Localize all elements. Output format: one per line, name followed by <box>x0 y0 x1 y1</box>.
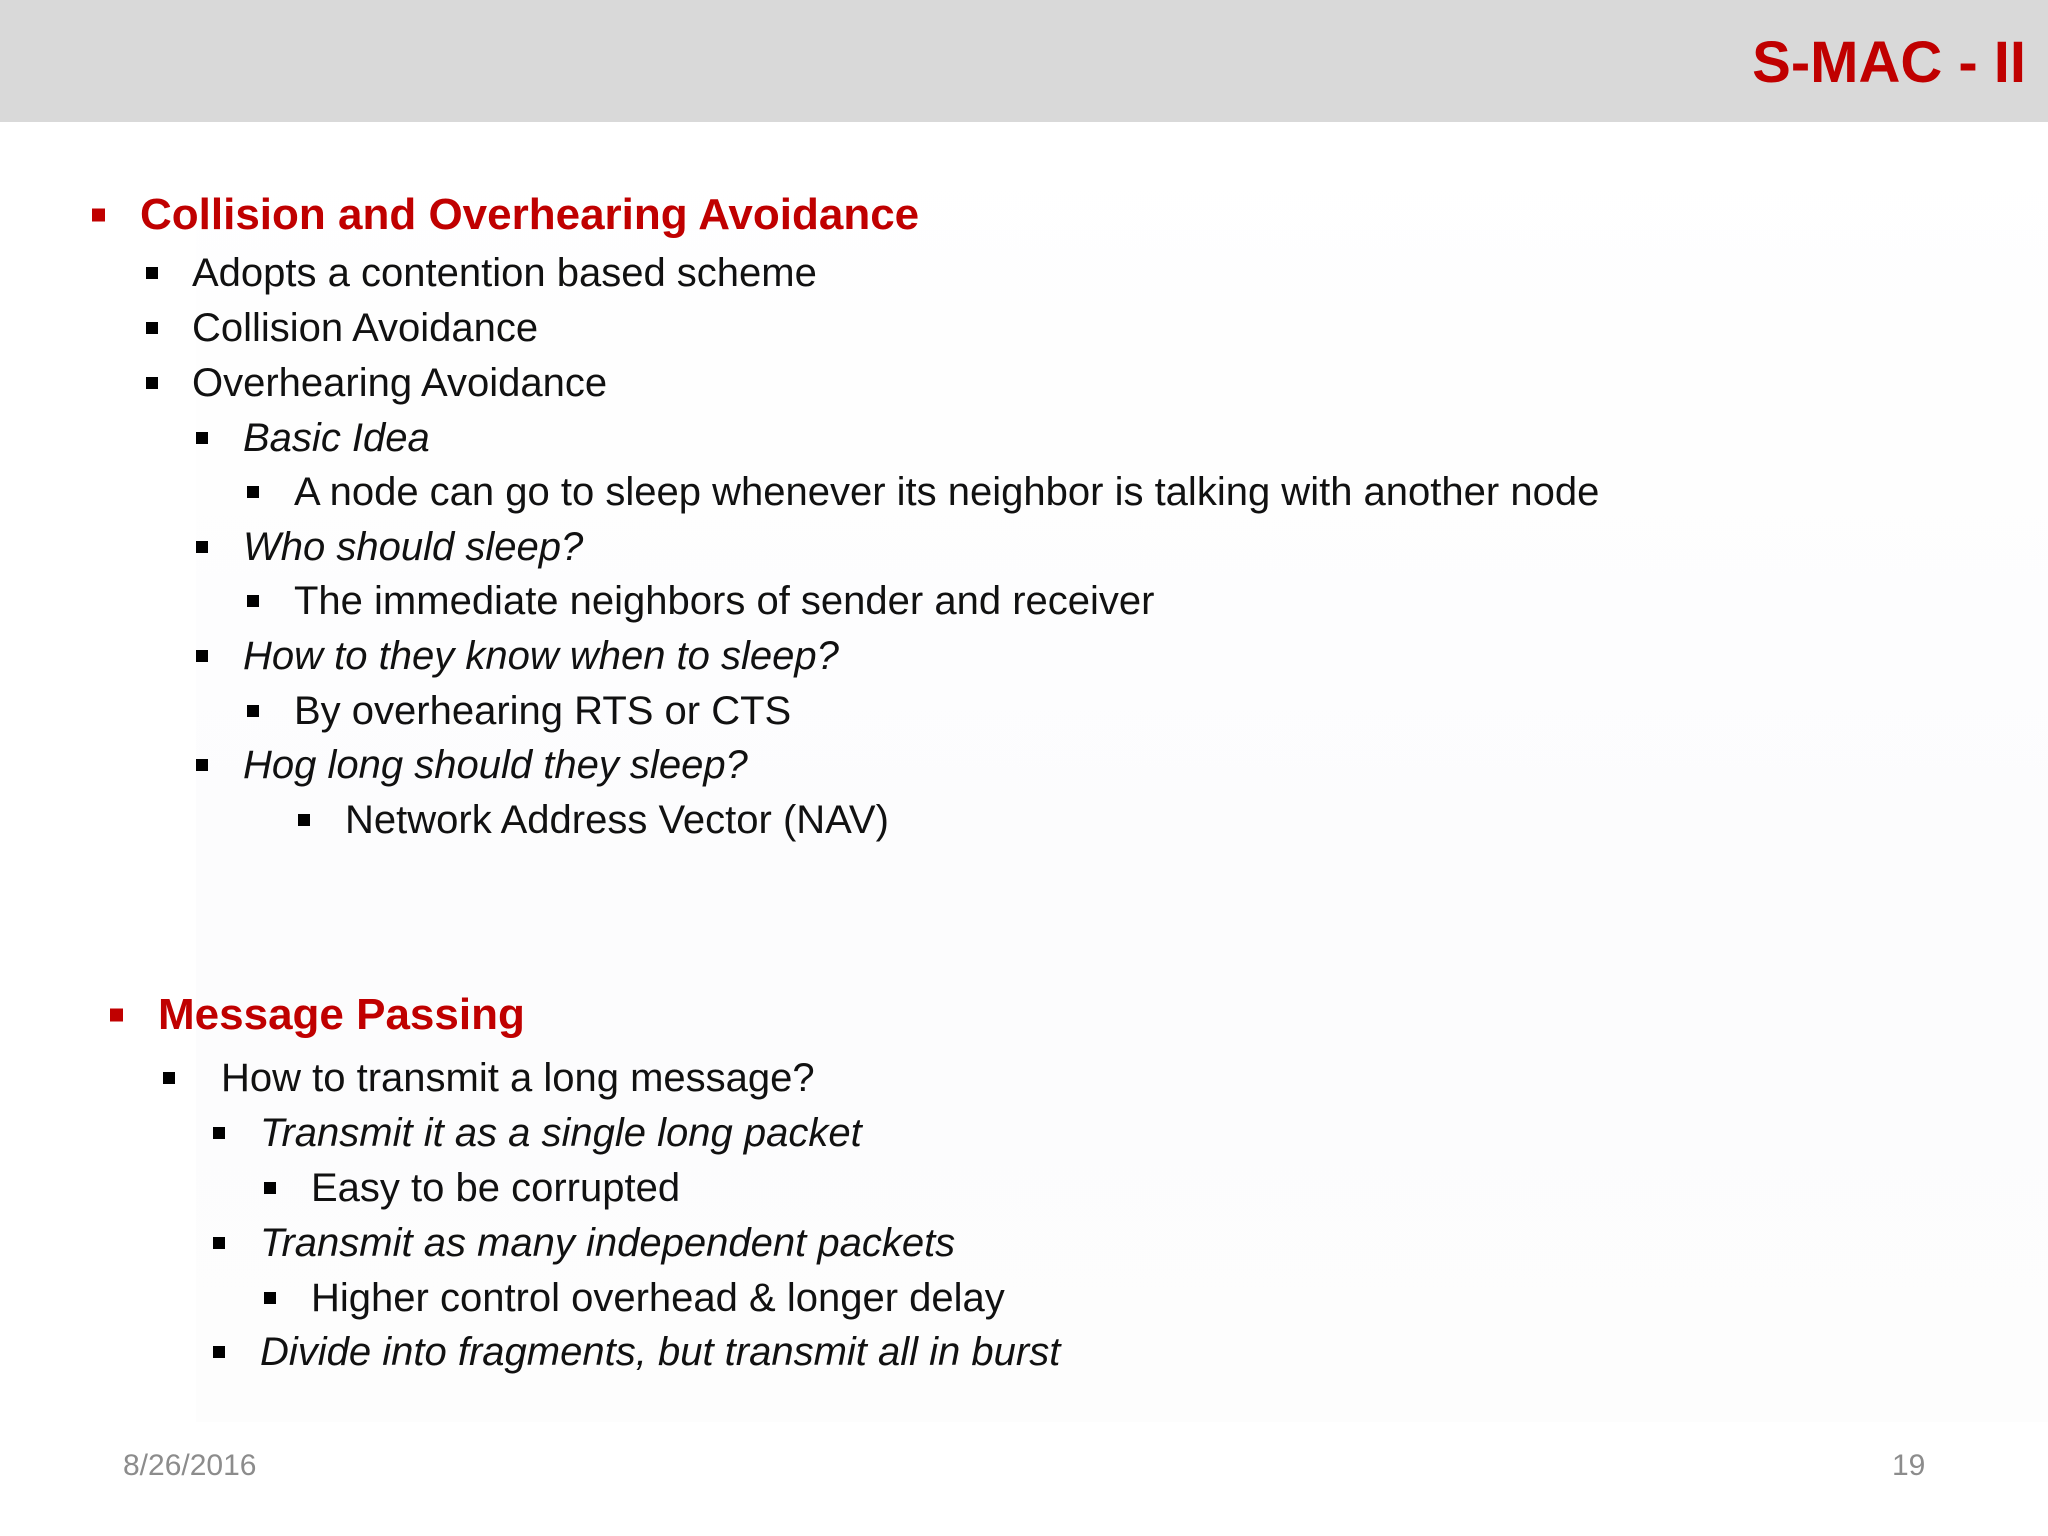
bullet-icon <box>196 650 208 662</box>
list-item-text: Higher control overhead & longer delay <box>311 1276 1005 1320</box>
section-heading: Collision and Overhearing Avoidance <box>140 190 920 239</box>
bullet-icon <box>264 1182 276 1194</box>
list-item-text: Who should sleep? <box>243 525 584 569</box>
bullet-icon <box>213 1346 225 1358</box>
bullet-icon <box>298 814 310 826</box>
bullet-icon <box>264 1292 276 1304</box>
list-item-text: Basic Idea <box>243 416 430 460</box>
list-item-text: By overhearing RTS or CTS <box>294 689 792 733</box>
bullet-icon <box>163 1072 175 1084</box>
bullet-icon <box>146 322 158 334</box>
footer-date: 8/26/2016 <box>123 1449 257 1482</box>
bullet-icon <box>213 1127 225 1139</box>
bullet-icon <box>146 377 158 389</box>
list-item-text: A node can go to sleep whenever its neighbor is talking with another node <box>294 470 1600 514</box>
red-bullet-icon <box>110 1009 123 1022</box>
red-bullet-icon <box>92 209 105 222</box>
list-item-text: Divide into fragments, but transmit all in burst <box>260 1330 1061 1374</box>
section-heading: Message Passing <box>158 990 525 1039</box>
bullet-icon <box>247 705 259 717</box>
page-number: 19 <box>1892 1449 1926 1482</box>
list-item-text: Transmit as many independent packets <box>260 1221 956 1265</box>
list-item-text: Collision Avoidance <box>192 306 539 350</box>
list-item-text: Overhearing Avoidance <box>192 361 608 405</box>
list-item-text: Adopts a contention based scheme <box>192 251 817 295</box>
list-item-text: Transmit it as a single long packet <box>260 1111 862 1155</box>
list-item-text: Easy to be corrupted <box>311 1166 681 1210</box>
bullet-icon <box>196 432 208 444</box>
list-item-text: Hog long should they sleep? <box>243 743 748 787</box>
list-item-text: Network Address Vector (NAV) <box>345 798 889 842</box>
bullet-icon <box>196 759 208 771</box>
list-item-text: How to transmit a long message? <box>221 1056 815 1100</box>
list-item-text: The immediate neighbors of sender and receiver <box>294 579 1155 623</box>
title-bar <box>0 0 2048 122</box>
bullet-icon <box>196 541 208 553</box>
slide-title: S-MAC - II <box>1752 30 2026 95</box>
list-item-text: How to they know when to sleep? <box>243 634 839 678</box>
bullet-icon <box>213 1237 225 1249</box>
bullet-icon <box>247 486 259 498</box>
bullet-icon <box>247 595 259 607</box>
bullet-icon <box>146 267 158 279</box>
